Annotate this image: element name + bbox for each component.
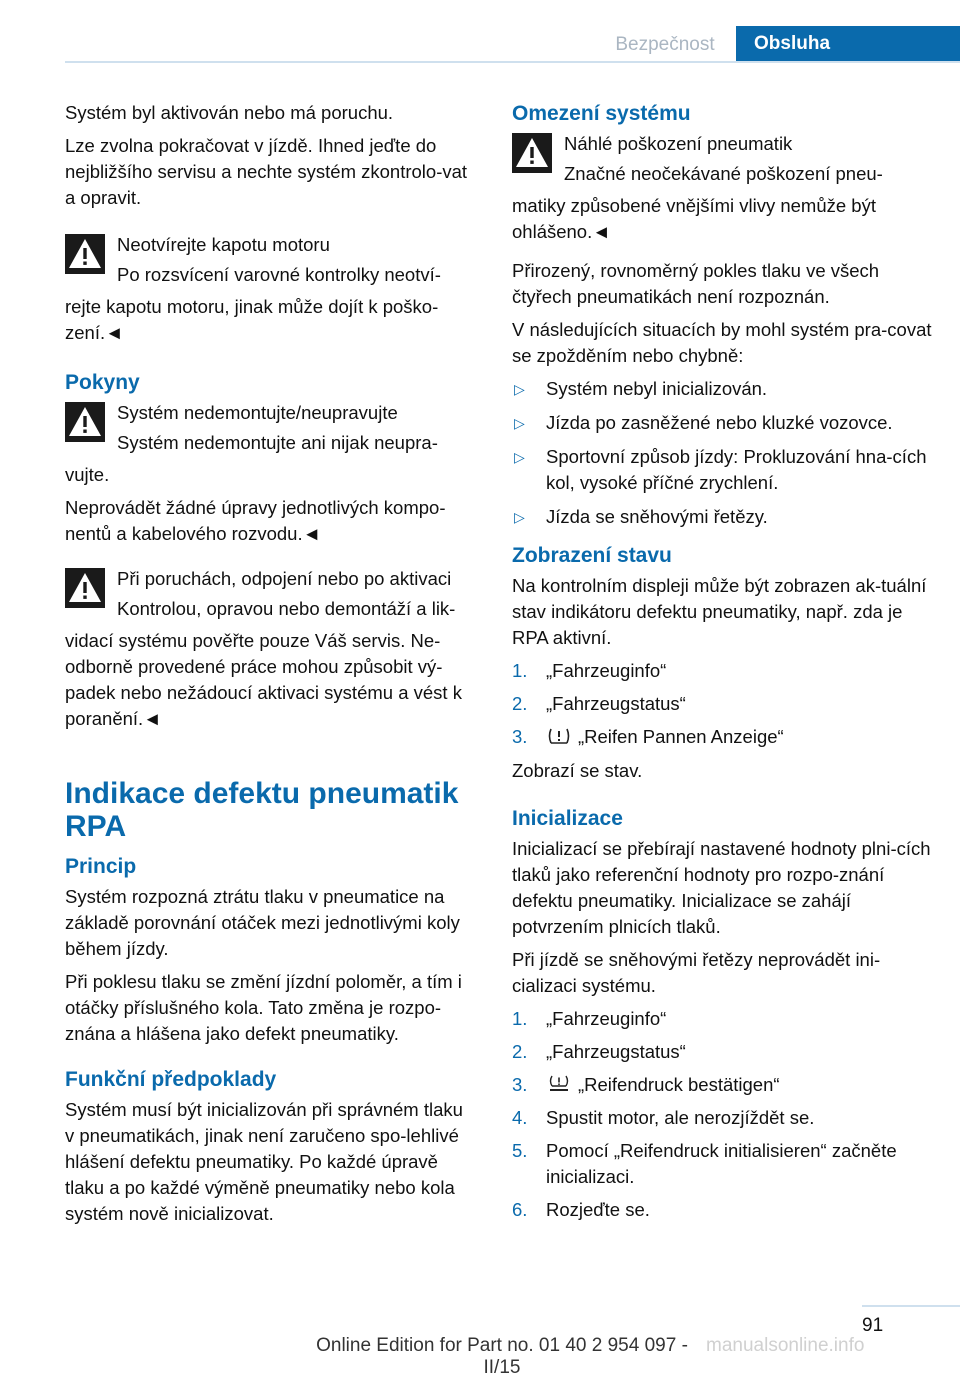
paragraph: Při poklesu tlaku se změní jízdní poloměr, a tím i otáčky příslušného kola. Tato změna je rozpo-znána a hlášena jako defekt pneumatiky. bbox=[65, 971, 462, 1044]
warning-text: Po rozsvícení varovné kontrolky neotví- bbox=[117, 264, 441, 285]
warning-block bbox=[512, 131, 932, 187]
list-item: ▷ Systém nebyl inicializován. bbox=[512, 376, 932, 402]
bullet-marker: ▷ bbox=[514, 415, 525, 431]
paragraph: Inicializací se přebírají nastavené hodnoty plni-cích tlaků jako referenční hodnoty pro rozpo-znání defektu pneumatiky. Inicializace se zahájí potvrzením plnicích tlaků. bbox=[512, 838, 931, 937]
warning-text: Kontrolou, opravou nebo demontáží a lik- bbox=[117, 598, 456, 619]
list-item: 1. „Fahrzeuginfo“ bbox=[512, 660, 667, 681]
left-column bbox=[65, 100, 477, 1234]
list-item: 6. Rozjeďte se. bbox=[512, 1199, 650, 1220]
footer-edition: Online Edition for Part no. 01 40 2 954 097 - II/15 bbox=[316, 1335, 688, 1378]
warning-block bbox=[65, 566, 477, 622]
warning-text-cont: vujte. bbox=[65, 464, 110, 485]
heading-zobrazeni: Zobrazení stavu bbox=[512, 544, 672, 567]
paragraph: Na kontrolním displeji může být zobrazen ak-tuální stav indikátoru defektu pneumatiky, např. zda je RPA aktivní. bbox=[512, 575, 927, 648]
paragraph: Lze zvolna pokračovat v jízdě. Ihned jeďte do nejbližšího servisu a nechte systém zkontrolo-vat a opravit. bbox=[65, 135, 468, 208]
header-rule bbox=[65, 61, 960, 63]
warning-text-cont: vidací systému pověřte pouze Váš servis. Ne-odborně provedené práce mohou způsobit vý-padek nebo nežádoucí aktivaci systému a vést k poranění.◄ bbox=[65, 630, 462, 729]
list-item: 3. „Reifen Pannen Anzeige“ bbox=[512, 726, 784, 747]
section-title: Indikace defektu pneumatik RPA bbox=[65, 777, 459, 843]
page-number: 91 bbox=[862, 1315, 884, 1336]
heading-pokyny: Pokyny bbox=[65, 371, 140, 394]
bullet-marker: ▷ bbox=[514, 509, 525, 525]
bullet-marker: ▷ bbox=[514, 381, 525, 397]
paragraph: Přirozený, rovnoměrný pokles tlaku ve všech čtyřech pneumatikách není rozpoznán. bbox=[512, 260, 880, 307]
warning-icon bbox=[65, 568, 105, 608]
list-item: ▷ Sportovní způsob jízdy: Prokluzování hna-cích kol, vysoké příčné zrychlení. bbox=[514, 446, 927, 493]
warning-icon bbox=[65, 234, 105, 274]
bullet-list bbox=[512, 376, 932, 530]
paragraph: Systém rozpozná ztrátu tlaku v pneumatice na základě porovnání otáček mezi jednotlivými koly během jízdy. bbox=[65, 886, 460, 959]
tire-warning-icon bbox=[546, 726, 572, 746]
warning-title: Neotvírejte kapotu motoru bbox=[117, 234, 330, 255]
numbered-list bbox=[512, 1006, 932, 1223]
list-item: ▷ Jízda po zasněžené nebo kluzké vozovce. bbox=[512, 410, 932, 436]
warning-title: Systém nedemontujte/neupravujte bbox=[117, 402, 398, 423]
list-item: 2. „Fahrzeugstatus“ bbox=[512, 693, 686, 714]
heading-funkcni: Funkční předpoklady bbox=[65, 1068, 277, 1091]
paragraph: Neprovádět žádné úpravy jednotlivých kompo-nentů a kabelového rozvodu.◄ bbox=[65, 497, 446, 544]
list-item: 3. „Reifendruck bestätigen“ bbox=[512, 1074, 780, 1095]
tire-reset-icon bbox=[546, 1074, 572, 1094]
warning-icon bbox=[65, 402, 105, 442]
warning-block bbox=[65, 232, 477, 288]
heading-inicializace: Inicializace bbox=[512, 807, 623, 830]
warning-text: Systém nedemontujte ani nijak neupra- bbox=[117, 432, 438, 453]
footer-rule bbox=[862, 1305, 960, 1307]
warning-text: Značné neočekávané poškození pneu- bbox=[564, 163, 883, 184]
watermark: manualsonline.info bbox=[706, 1335, 865, 1356]
list-item: 5. Pomocí „Reifendruck initialisieren“ začněte inicializaci. bbox=[512, 1140, 897, 1187]
tab-operation[interactable]: Obsluha bbox=[736, 26, 960, 61]
heading-omezeni: Omezení systému bbox=[512, 102, 691, 125]
paragraph: Při jízdě se sněhovými řetězy neprovádět ini-cializaci systému. bbox=[512, 949, 881, 996]
paragraph: Zobrazí se stav. bbox=[512, 760, 643, 781]
warning-block bbox=[65, 400, 477, 456]
paragraph: V následujících situacích by mohl systém pra-covat se zpožděním nebo chybně: bbox=[512, 319, 932, 366]
bullet-marker: ▷ bbox=[514, 449, 525, 465]
heading-princip: Princip bbox=[65, 855, 137, 878]
warning-icon bbox=[512, 133, 552, 173]
warning-title: Náhlé poškození pneumatik bbox=[564, 133, 793, 154]
tab-safety[interactable]: Bezpečnost bbox=[615, 34, 715, 55]
numbered-list bbox=[512, 658, 932, 750]
warning-text-cont: rejte kapotu motoru, jinak může dojít k poško-zení.◄ bbox=[65, 296, 439, 343]
right-column bbox=[512, 100, 932, 1231]
paragraph: Systém musí být inicializován při správném tlaku v pneumatikách, jinak není zaručeno spo-lehlivé hlášení defektu pneumatiky. Po každé úpravě tlaku a po každé výměně pneumatiky nebo kola systém nově inicializovat. bbox=[65, 1099, 463, 1224]
list-item: 4. Spustit motor, ale nerozjíždět se. bbox=[512, 1107, 815, 1128]
list-item: 1. „Fahrzeuginfo“ bbox=[512, 1008, 667, 1029]
warning-text-cont: matiky způsobené vnějšími vlivy nemůže být ohlášeno.◄ bbox=[512, 195, 876, 242]
paragraph: Systém byl aktivován nebo má poruchu. bbox=[65, 102, 394, 123]
warning-title: Při poruchách, odpojení nebo po aktivaci bbox=[117, 568, 452, 589]
list-item: 2. „Fahrzeugstatus“ bbox=[512, 1041, 686, 1062]
list-item: ▷ Jízda se sněhovými řetězy. bbox=[512, 504, 932, 530]
